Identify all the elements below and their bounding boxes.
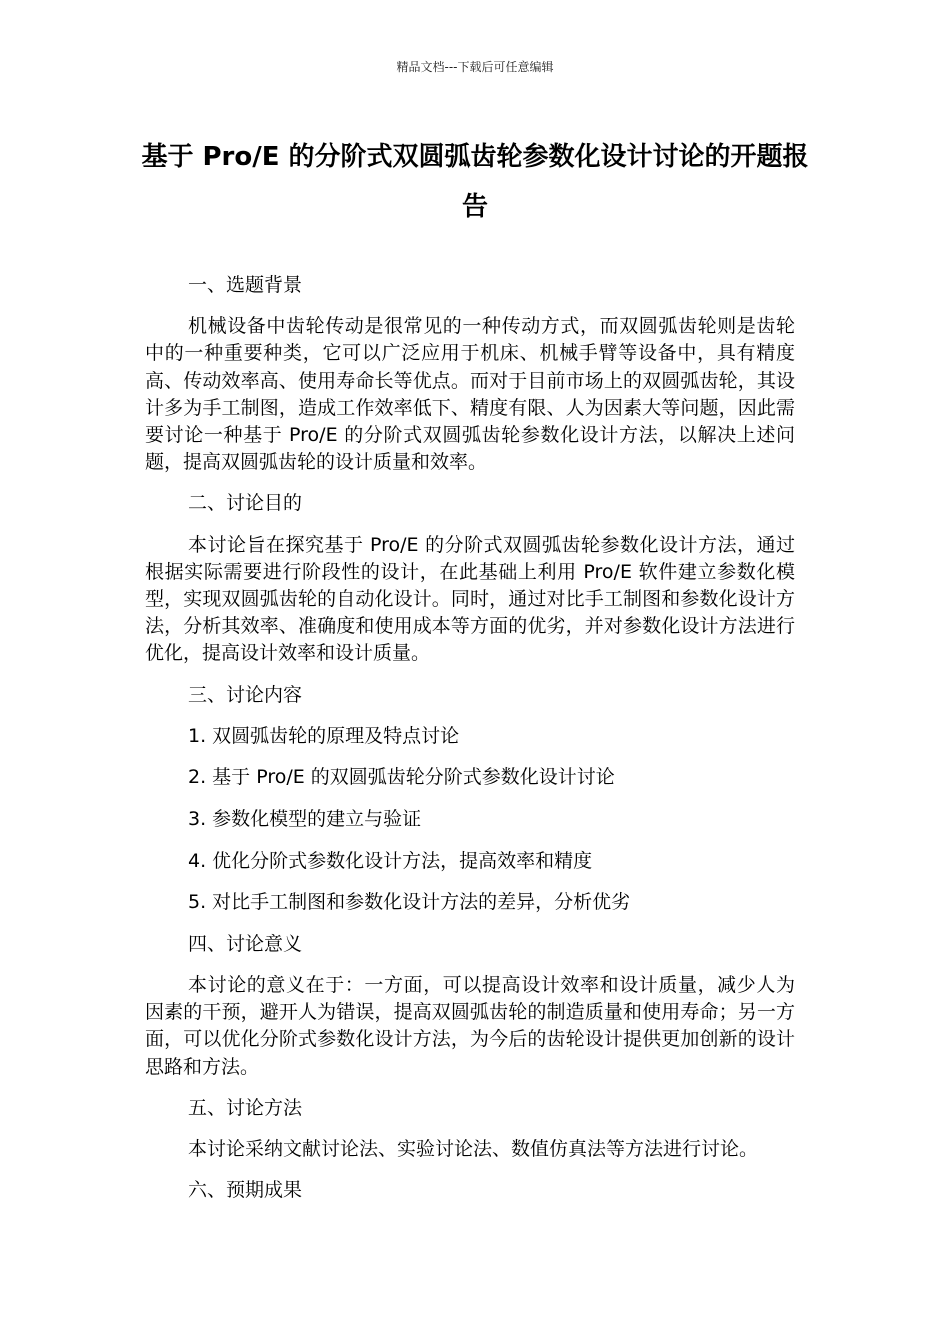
section-heading-purpose: 二、讨论目的 [188, 492, 303, 515]
section-heading-background: 一、选题背景 [188, 274, 303, 296]
section-heading-significance: 四、讨论意义 [188, 932, 303, 955]
section-heading-method: 五、讨论方法 [188, 1096, 303, 1119]
page-header: 精品文档---下载后可任意编辑 [396, 60, 554, 74]
content-list-item: 1. 双圆弧齿轮的原理及特点讨论 [188, 724, 460, 747]
document-title: 基于 Pro/E 的分阶式双圆弧齿轮参数化设计讨论的开题报告 [141, 142, 809, 222]
content-list-item: 2. 基于 Pro/E 的双圆弧齿轮分阶式参数化设计讨论 [188, 766, 615, 789]
document-body [145, 272, 795, 1218]
content-list-item: 4. 优化分阶式参数化设计方法，提高效率和精度 [188, 849, 593, 872]
section-body-significance: 本讨论的意义在于：一方面，可以提高设计效率和设计质量，减少人为因素的干预，避开人为错误，提高双圆弧齿轮的制造质量和使用寿命；另一方面，可以优化分阶式参数化设计方法，为今后的齿轮设计提供更加创新的设计思路和方法。 [145, 974, 795, 1078]
section-heading-expected-results: 六、预期成果 [188, 1179, 303, 1202]
section-heading-content: 三、讨论内容 [188, 683, 303, 706]
section-body-purpose: 本讨论旨在探究基于 Pro/E 的分阶式双圆弧齿轮参数化设计方法，通过根据实际需要进行阶段性的设计，在此基础上利用 Pro/E 软件建立参数化模型，实现双圆弧齿轮的自动化设计。同时，通过对比手工制图和参数化设计方法，分析其效率、准确度和使用成本等方面的优劣，并对参数化设计方法进行优化，提高设计效率和设计质量。 [145, 533, 795, 665]
content-list-item: 5. 对比手工制图和参数化设计方法的差异，分析优劣 [188, 891, 631, 914]
content-list-item: 3. 参数化模型的建立与验证 [188, 808, 422, 831]
section-body-background: 机械设备中齿轮传动是很常见的一种传动方式，而双圆弧齿轮则是齿轮中的一种重要种类，它可以广泛应用于机床、机械手臂等设备中，具有精度高、传动效率高、使用寿命长等优点。而对于目前市场上的双圆弧齿轮，其设计多为手工制图，造成工作效率低下、精度有限、人为因素大等问题，因此需要讨论一种基于 Pro/E 的分阶式双圆弧齿轮参数化设计方法，以解决上述问题，提高双圆弧齿轮的设计质量和效率。 [145, 315, 795, 474]
section-body-method: 本讨论采纳文献讨论法、实验讨论法、数值仿真法等方法进行讨论。 [188, 1138, 759, 1161]
